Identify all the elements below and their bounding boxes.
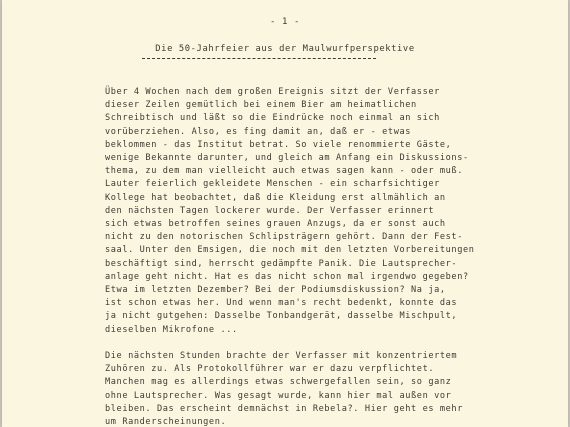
text-line: anlage geht nicht. Hat es das nicht schon mal irgendwo gegeben? — [105, 271, 469, 282]
text-line: ist schon etwas her. Und wenn man's recht bedenkt, konnte das — [105, 298, 458, 309]
document-title: Die 50-Jahrfeier aus der Maulwurfperspektive — [155, 44, 415, 54]
text-line: dieselben Mikrofone ... — [105, 324, 238, 335]
paragraph-2 — [105, 350, 463, 427]
paragraph-1 — [105, 86, 475, 337]
text-line: beschäftigt sind, herrscht gedämpfte Panik. Die Lautsprecher- — [105, 258, 458, 269]
text-line: dieser Zeilen gemütlich bei einem Bier am heimatlichen — [105, 100, 417, 111]
text-line: nicht zu den notorischen Schlipsträgern gehört. Dann der Fest- — [105, 232, 463, 243]
text-line: Lauter feierlich gekleidete Menschen - ein scharfsichtiger — [105, 179, 440, 190]
text-line: um Randerscheinungen. — [105, 417, 227, 427]
text-line: vorüberziehen. Also, es fing damit an, daß er - etwas — [105, 126, 412, 137]
text-line: saal. Unter den Emsigen, die noch mit den letzten Vorbereitungen — [105, 245, 475, 256]
text-line: thema, zu dem man vielleicht auch etwas sagen kann - oder muß. — [105, 166, 463, 177]
text-line: sich etwas betroffen seines grauen Anzugs, da er sonst auch — [105, 219, 446, 230]
text-line: Kollege hat beobachtet, daß die Kleidung erst allmählich an — [105, 192, 446, 203]
text-line: ja nicht gutgehen: Dasselbe Tonbandgerät, dasselbe Mischpult, — [105, 311, 458, 322]
text-line: ohne Lautsprecher. Was gesagt wurde, kann hier mal außen vor — [105, 390, 452, 401]
text-line: Die nächsten Stunden brachte der Verfasser mit konzentriertem — [105, 351, 458, 361]
text-line: bleiben. Das erscheint demnächst in Rebela?. Hier geht es mehr — [105, 403, 463, 414]
text-line: wenige Bekannte darunter, und gleich am Anfang ein Diskussions- — [105, 153, 469, 164]
page-number: - 1 - — [269, 17, 301, 27]
title-underline — [142, 58, 376, 59]
text-line: den nächsten Tagen lockerer wurde. Der Verfasser erinnert — [105, 205, 435, 216]
text-line: Über 4 Wochen nach dem großen Ereignis sitzt der Verfasser — [105, 87, 440, 97]
text-line: Zuhören zu. Als Protokollführer war er dazu verpflichtet. — [105, 364, 435, 375]
text-line: Manchen mag es allerdings etwas schwergefallen sein, so ganz — [105, 377, 452, 388]
document-page — [2, 0, 568, 427]
text-line: Etwa im letzten Dezember? Bei der Podiumsdiskussion? Na ja, — [105, 285, 446, 296]
text-line: Schreibtisch und läßt so die Eindrücke noch einmal an sich — [105, 113, 440, 124]
text-line: beklommen - das Institut betrat. So viele renommierte Gäste, — [105, 139, 452, 150]
